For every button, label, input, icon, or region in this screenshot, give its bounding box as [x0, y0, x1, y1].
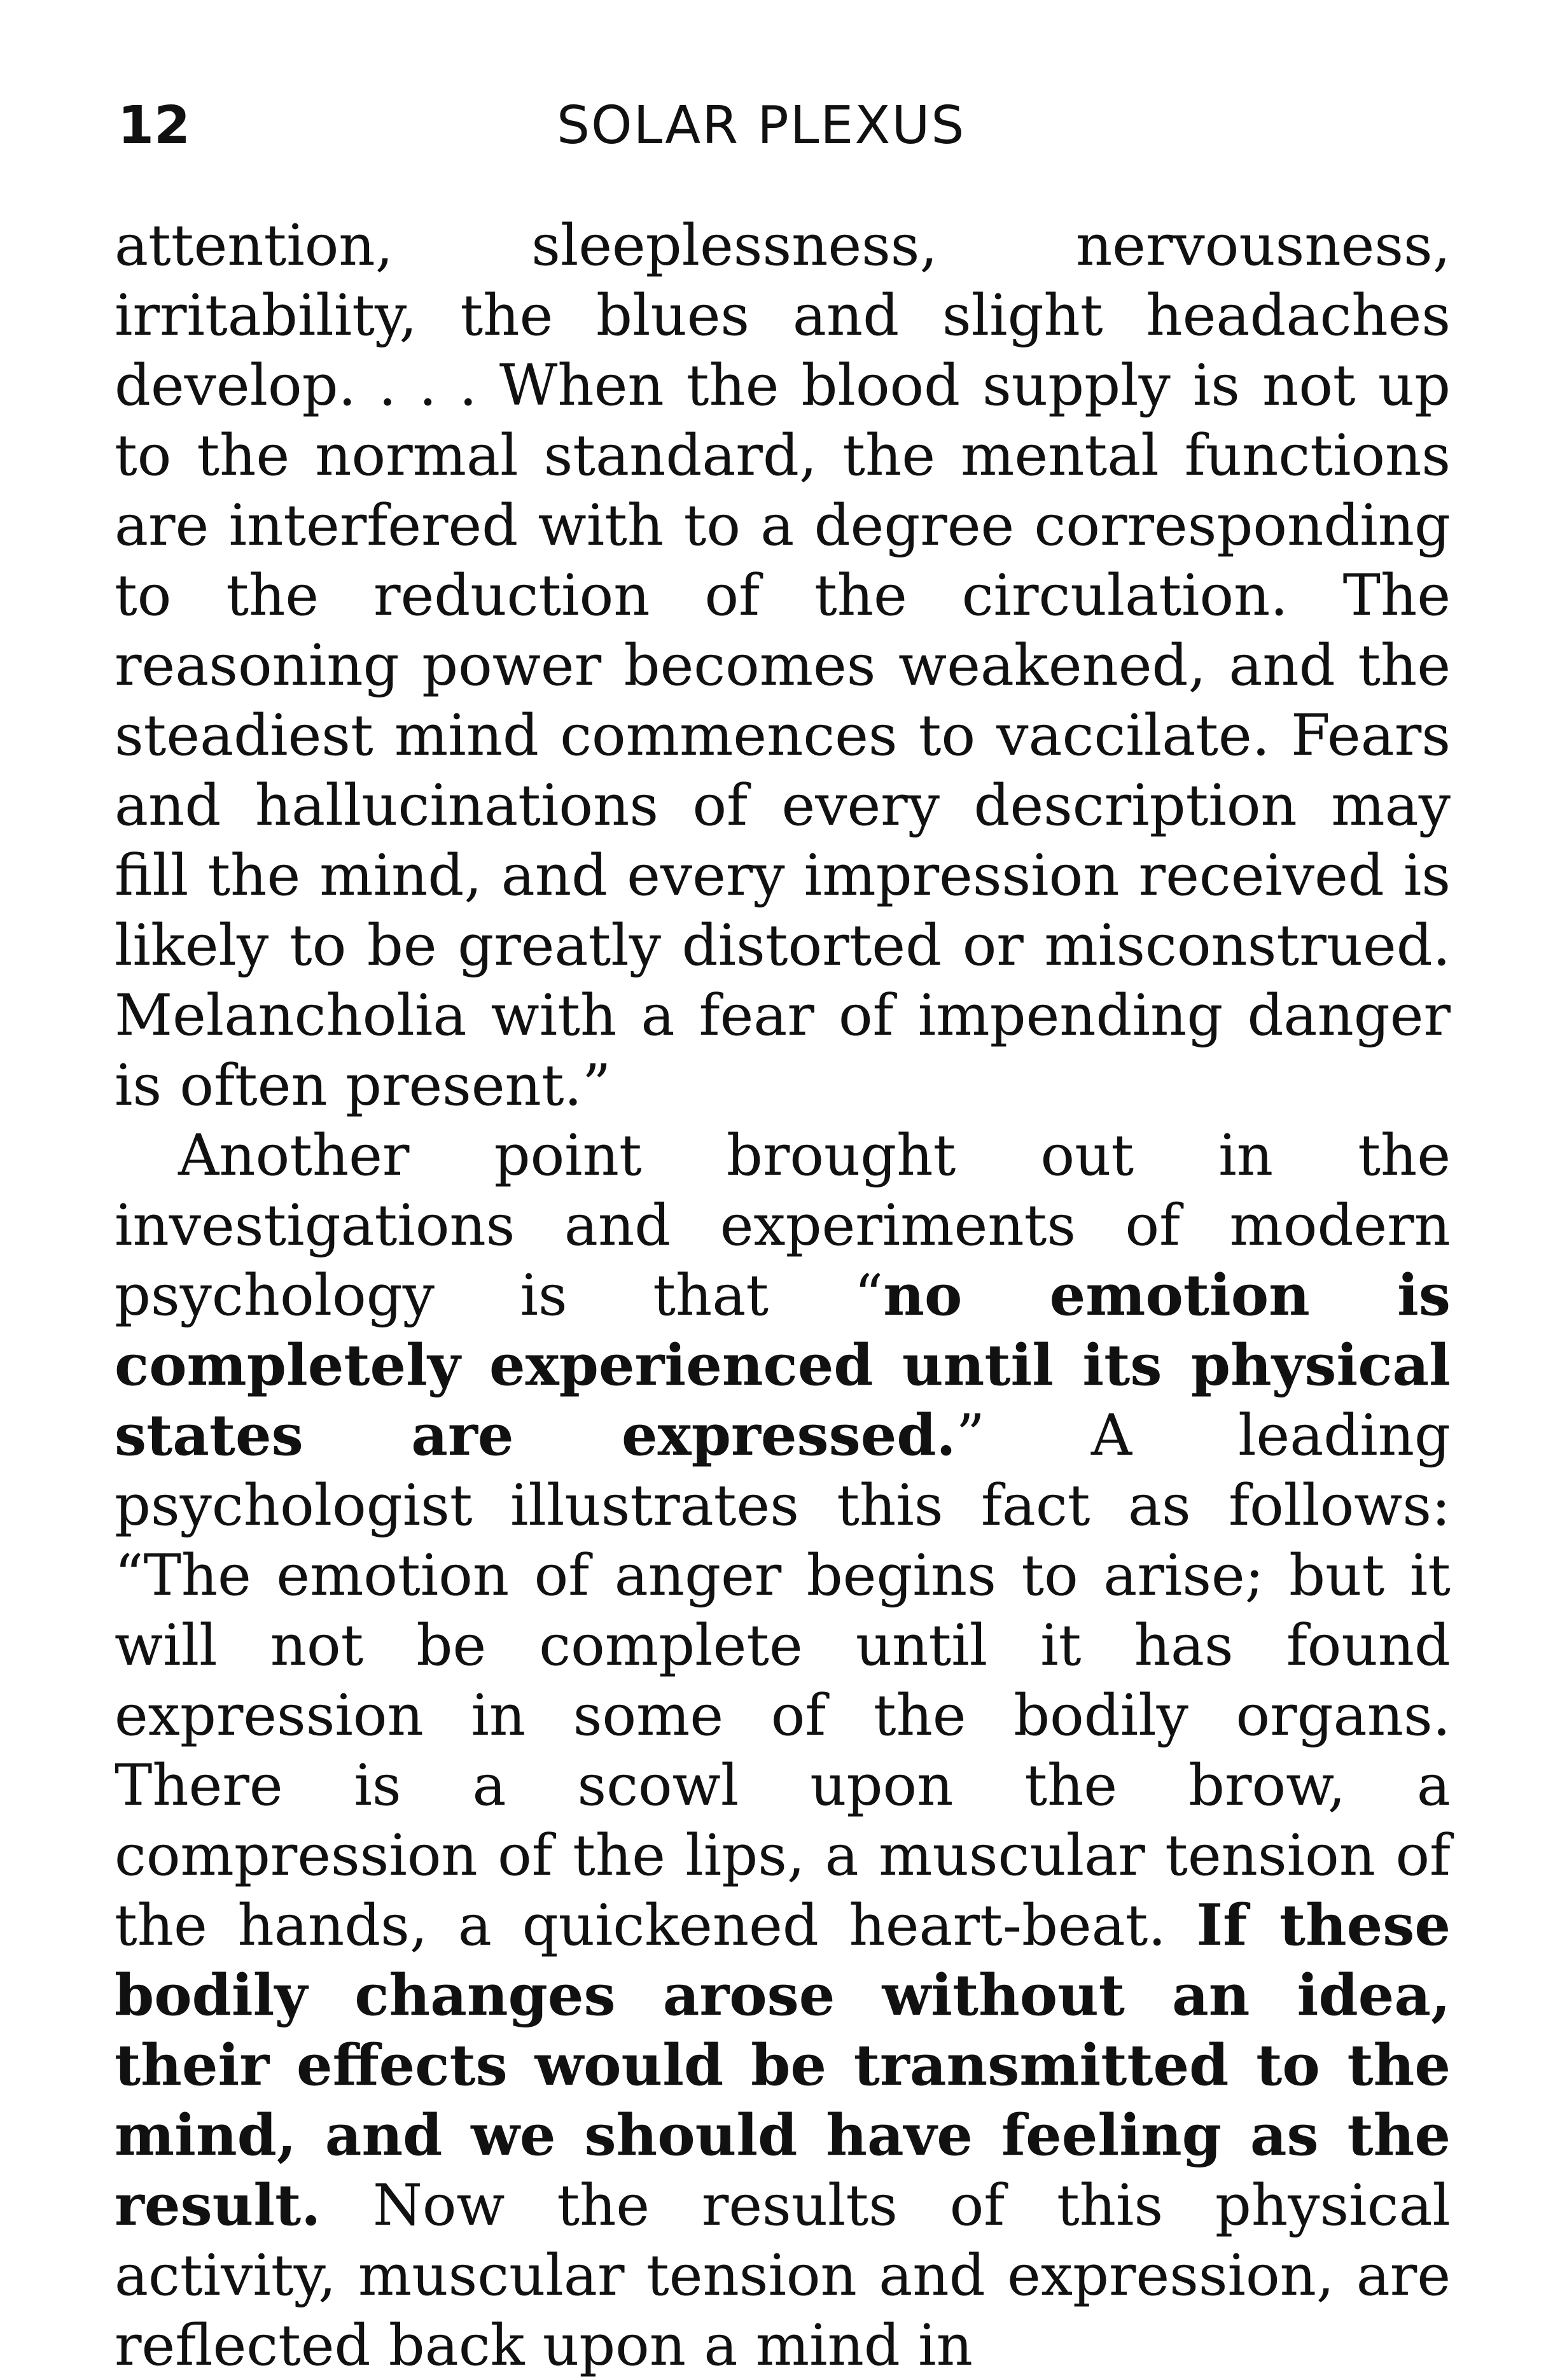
bold-quote-bodily-changes: If these bodily changes arose without an idea, their effects would be transmitted to the mind, and we should have feeling as the result.: [115, 1891, 1451, 2238]
paragraph-2-intro: Another point brought out in the investigations and experiments of modern psychology is that “: [115, 1122, 1451, 1328]
page-number: 12: [118, 95, 191, 156]
paragraph-1: attention, sleeplessness, nervousness, irritability, the blues and slight headaches develop. . . . When the blood supply is not up to the normal standard, the mental functions are interfered with to a degree corresponding to the reduction of the circulation. The reasoning power becomes weakened, and the steadiest mind commences to vaccilate. Fears and hallucinations of every description may fill the mind, and every impression received is likely to be greatly distorted or misconstrued. Melancholia with a fear of impending danger is often present.”: [115, 212, 1451, 1118]
bold-quote-emotion: no emotion is completely experienced until its physical states are expressed.: [115, 1261, 1451, 1468]
paragraph-2-middle: ” A leading psychologist illustrates this fact as follows: “The emotion of anger begins to arise; but it will not be complete until it has found expression in some of the bodily organs. There is a scowl upon the brow, a compression of the lips, a muscular tension of the hands, a quickened heart-beat.: [115, 1402, 1451, 1958]
page-header: [118, 95, 1447, 172]
body-text: [115, 210, 1451, 2380]
paragraph-2: [115, 1120, 1451, 2380]
paragraph-2-end: Now the results of this physical activity, muscular tension and expression, are reflected back upon a mind in: [115, 2172, 1451, 2378]
running-head: SOLAR PLEXUS: [557, 95, 966, 156]
